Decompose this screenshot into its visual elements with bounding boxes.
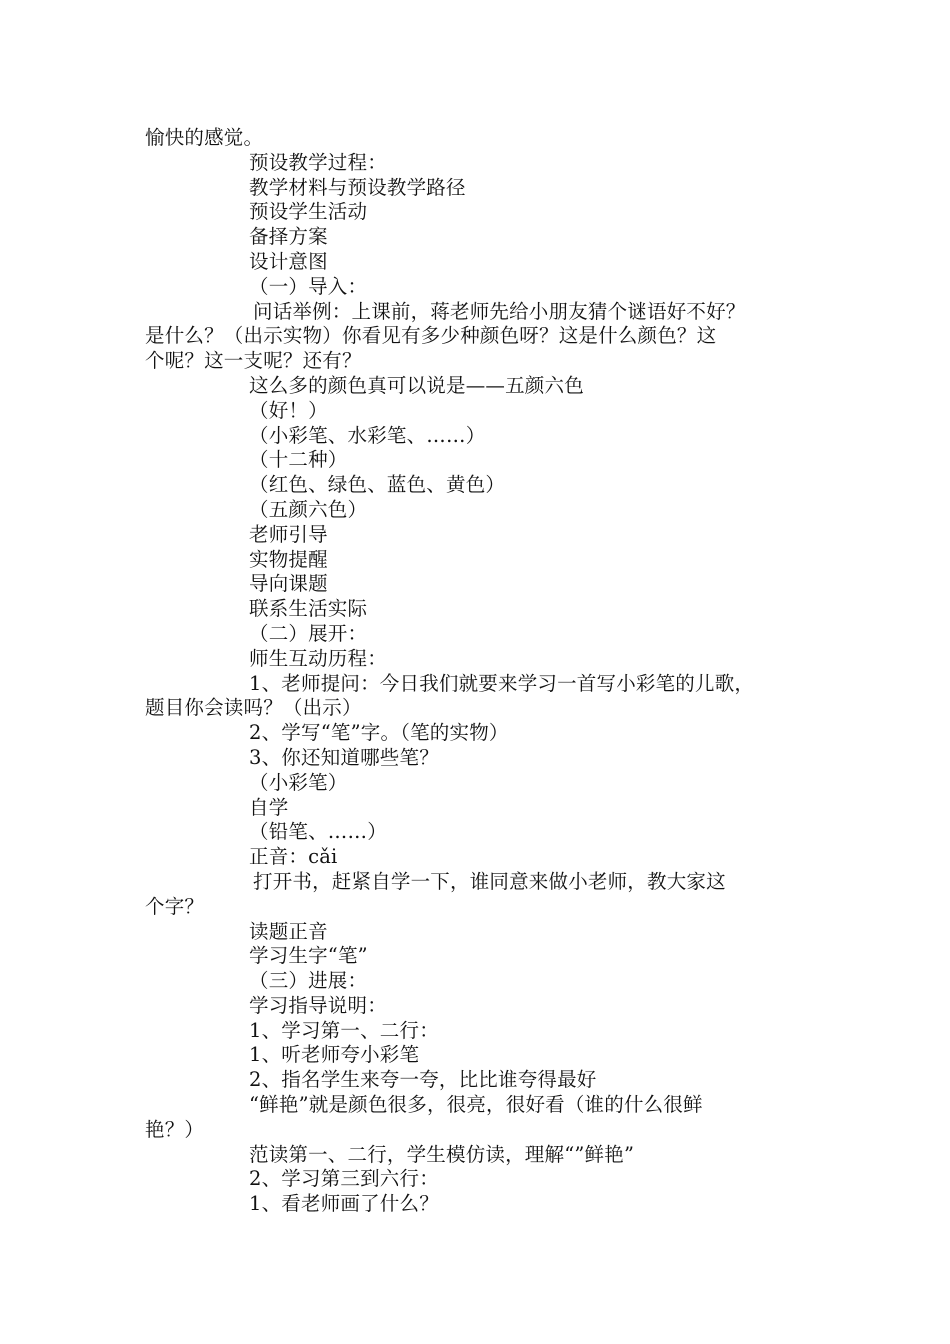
text-line: “鲜艳”就是颜色很多，很亮，很好看（谁的什么很鲜 xyxy=(249,1093,703,1117)
text-line: （小彩笔） xyxy=(249,770,348,794)
text-line: 预设教学过程： xyxy=(249,150,387,174)
text-line: 预设学生活动 xyxy=(249,200,368,224)
text-line: 学习生字“笔” xyxy=(249,944,368,968)
text-line: 1、看老师画了什么？ xyxy=(249,1192,439,1216)
text-line: （三）进展： xyxy=(249,969,368,993)
text-line: 这么多的颜色真可以说是——五颜六色 xyxy=(249,373,584,397)
text-line: 个字？ xyxy=(145,894,205,918)
text-line: 2、指名学生来夸一夸，比比谁夸得最好 xyxy=(249,1068,597,1092)
text-line: 艳？） xyxy=(145,1117,205,1141)
text-line: 学习指导说明： xyxy=(249,993,387,1017)
document-body xyxy=(145,126,815,1217)
text-line: （小彩笔、水彩笔、……） xyxy=(249,423,486,447)
text-line: 个呢？这一支呢？还有？ xyxy=(145,349,362,373)
text-line: 正音：cǎi xyxy=(249,845,338,869)
text-line: 备择方案 xyxy=(249,225,328,249)
text-line: 设计意图 xyxy=(249,249,328,273)
text-line: 2、学写“笔”字。（笔的实物） xyxy=(249,721,509,745)
text-line: 导向课题 xyxy=(249,572,328,596)
text-line: 实物提醒 xyxy=(249,547,328,571)
text-line: 1、学习第一、二行： xyxy=(249,1018,439,1042)
text-line: 联系生活实际 xyxy=(249,597,368,621)
text-line: （五颜六色） xyxy=(249,497,368,521)
text-line: 老师引导 xyxy=(249,522,328,546)
text-line: （红色、绿色、蓝色、黄色） xyxy=(249,473,506,497)
text-line: 2、学习第三到六行： xyxy=(249,1167,439,1191)
text-line: 范读第一、二行，学生模仿读，理解“”鲜艳” xyxy=(249,1142,635,1166)
text-line: 教学材料与预设教学路径 xyxy=(249,175,466,199)
text-line: 是什么？（出示实物）你看见有多少种颜色呀？这是什么颜色？这 xyxy=(145,324,717,348)
text-line: 自学 xyxy=(249,795,289,819)
text-line: 题目你会读吗？（出示） xyxy=(145,696,362,720)
text-line: 1、听老师夸小彩笔 xyxy=(249,1043,420,1067)
text-line: 3、你还知道哪些笔？ xyxy=(249,745,439,769)
text-line: 愉快的感觉。 xyxy=(145,126,264,149)
text-line: （铅笔、……） xyxy=(249,820,387,844)
text-line: （一）导入： xyxy=(249,274,368,298)
text-line: 打开书，赶紧自学一下，谁同意来做小老师，教大家这 xyxy=(253,869,726,893)
text-line: （十二种） xyxy=(249,448,348,472)
text-line: 1、老师提问：今日我们就要来学习一首写小彩笔的儿歌， xyxy=(249,671,755,695)
text-line: 问话举例：上课前，蒋老师先给小朋友猜个谜语好不好？ xyxy=(253,299,746,323)
text-line: 读题正音 xyxy=(249,919,328,943)
text-line: （好！） xyxy=(249,398,328,422)
text-line: 师生互动历程： xyxy=(249,646,387,670)
text-line: （二）展开： xyxy=(249,621,368,645)
